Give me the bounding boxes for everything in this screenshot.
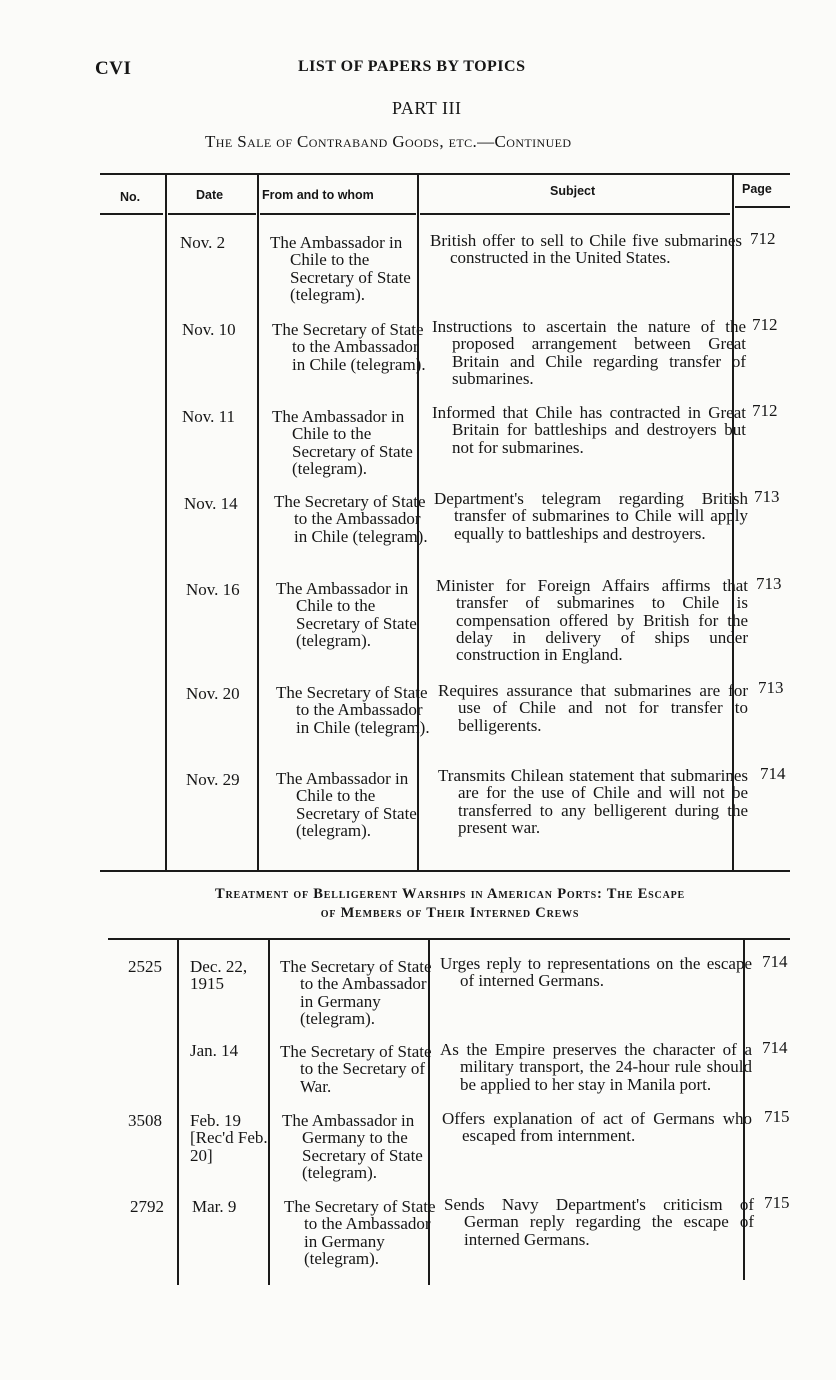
row-from-to: The Secretary of State to the Ambassador in Chile (telegram). <box>272 320 426 374</box>
row-page: 712 <box>750 229 776 248</box>
row-subject: Requires assurance that submarines are for use of Chile and not for transfer to belligerents. <box>438 681 748 735</box>
row-date: Nov. 10 <box>182 320 236 339</box>
row-date: Feb. 19 [Rec'd Feb. 20] <box>190 1111 268 1165</box>
row-no: 2525 <box>128 957 162 976</box>
part-heading: PART III <box>392 98 462 118</box>
section2-title-line1: Treatment of Belligerent Warships in American Ports: The Escape <box>215 886 685 902</box>
table1-header-rule-no <box>100 213 163 215</box>
table1-col-divider <box>257 175 259 870</box>
row-page: 714 <box>762 952 788 971</box>
table1-bottom-rule <box>100 870 790 872</box>
col-header-page: Page <box>742 182 772 196</box>
row-page: 713 <box>754 487 780 506</box>
row-date: Nov. 20 <box>186 684 240 703</box>
row-from-to: The Ambassador in Chile to the Secretary of State (telegram). <box>276 769 417 840</box>
row-from-to: The Ambassador in Germany to the Secretary of State (telegram). <box>282 1111 423 1182</box>
table1-header-rule-subject <box>420 213 730 215</box>
running-title: LIST OF PAPERS BY TOPICS <box>298 58 526 75</box>
row-subject: Transmits Chilean statement that submarines are for the use of Chile and will not be transferred to any belligerent during the present war. <box>438 766 748 837</box>
row-subject: Department's telegram regarding British transfer of submarines to Chile will apply equally to battleships and destroyers. <box>434 489 748 543</box>
row-from-to: The Secretary of State to the Ambassador in Germany (telegram). <box>284 1197 436 1268</box>
row-date: Nov. 2 <box>180 233 226 252</box>
table2-top-rule <box>108 938 790 940</box>
section1-title: The Sale of Contraband Goods, etc.—Continued <box>205 132 572 151</box>
row-from-to: The Secretary of State to the Ambassador in Chile (telegram). <box>276 683 430 737</box>
row-page: 713 <box>756 574 782 593</box>
row-page: 712 <box>752 401 778 420</box>
table1-header-rule-from <box>260 213 416 215</box>
row-date: Nov. 11 <box>182 407 236 426</box>
section2-title-line2: of Members of Their Interned Crews <box>320 905 580 921</box>
row-date: Nov. 29 <box>186 770 240 789</box>
row-date: Jan. 14 <box>190 1041 239 1060</box>
col-header-subject: Subject <box>550 184 596 198</box>
row-page: 712 <box>752 315 778 334</box>
row-from-to: The Ambassador in Chile to the Secretary of State (telegram). <box>272 407 413 478</box>
row-page: 714 <box>762 1038 788 1057</box>
col-header-date: Date <box>196 188 224 202</box>
row-subject: Offers explanation of act of Germans who escaped from internment. <box>442 1109 752 1146</box>
row-page: 715 <box>764 1193 790 1212</box>
row-page: 713 <box>758 678 784 697</box>
row-no: 2792 <box>130 1197 164 1216</box>
row-subject: Sends Navy Department's criticism of German reply regarding the escape of interned Germans. <box>444 1195 754 1249</box>
row-page: 714 <box>760 764 786 783</box>
table1-top-rule <box>100 173 790 175</box>
row-date: Dec. 22, 1915 <box>190 957 248 994</box>
row-subject: Urges reply to representations on the escape of interned Germans. <box>440 954 752 991</box>
row-subject: Informed that Chile has contracted in Great Britain for battleships and destroyers but not for submarines. <box>432 403 746 457</box>
row-from-to: The Ambassador in Chile to the Secretary of State (telegram). <box>276 579 417 650</box>
row-date: Nov. 14 <box>184 494 238 513</box>
row-date: Nov. 16 <box>186 580 240 599</box>
table1-header-rule-date <box>168 213 256 215</box>
col-header-no: No. <box>120 190 141 204</box>
row-subject: Minister for Foreign Affairs affirms that transfer of submarines to Chile is compensation offered by British for the delay in delivery of ships under construction in England. <box>436 576 748 665</box>
row-no: 3508 <box>128 1111 162 1130</box>
table1-col-divider <box>165 175 167 870</box>
row-from-to: The Secretary of State to the Ambassador in Germany (telegram). <box>280 957 432 1028</box>
table2-col-divider <box>177 940 179 1285</box>
row-date: Mar. 9 <box>192 1197 237 1216</box>
row-subject: Instructions to ascertain the nature of the proposed arrangement between Great Britain and Chile regarding transfer of submarines. <box>432 317 746 388</box>
row-page: 715 <box>764 1107 790 1126</box>
table1-header-rule-page <box>735 206 790 208</box>
row-subject: As the Empire preserves the character of a military transport, the 24-hour rule should be applied to her stay in Manila port. <box>440 1040 752 1094</box>
row-from-to: The Secretary of State to the Secretary of War. <box>280 1042 432 1096</box>
row-from-to: The Secretary of State to the Ambassador in Chile (telegram). <box>274 492 428 546</box>
row-from-to: The Ambassador in Chile to the Secretary of State (telegram). <box>270 233 411 304</box>
col-header-from: From and to whom <box>262 188 374 202</box>
page-number: CVI <box>95 58 132 79</box>
row-subject: British offer to sell to Chile five submarines constructed in the United States. <box>430 231 742 268</box>
